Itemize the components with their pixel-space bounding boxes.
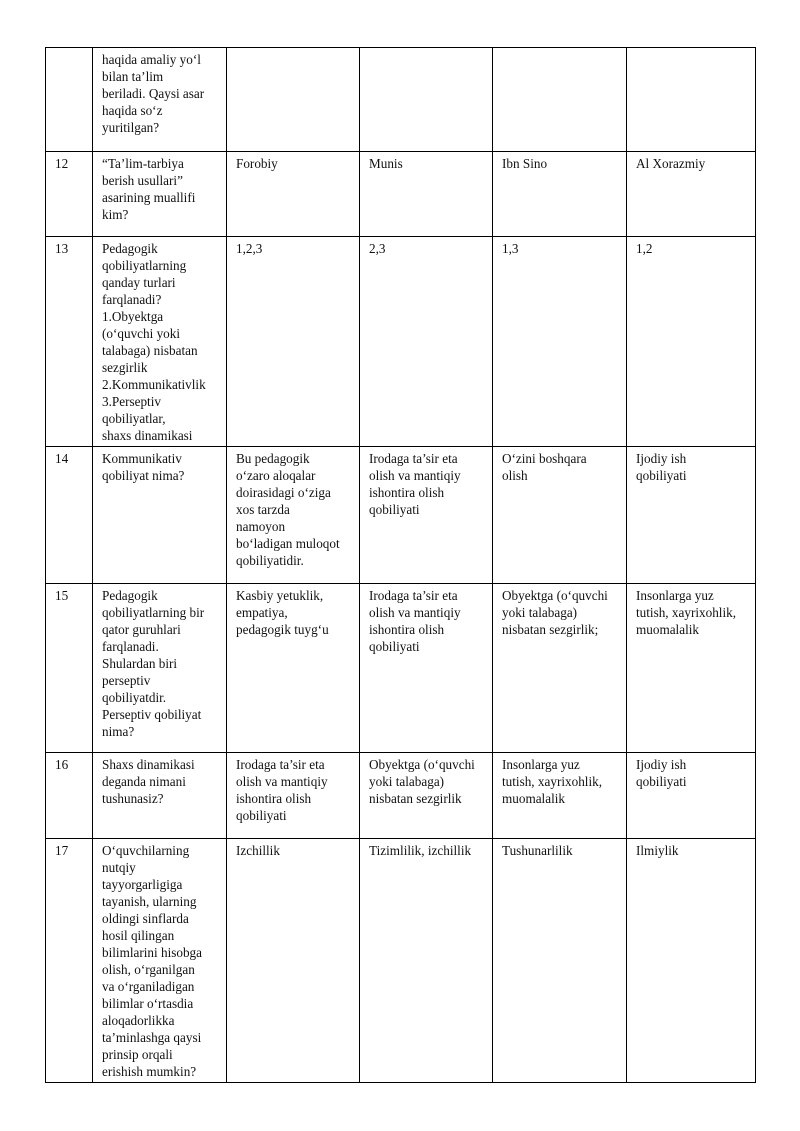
answer-option-c [493,48,627,152]
question-number: 16 [46,753,93,839]
table-row [46,48,756,152]
question-text: Pedagogik qobiliyatlarning bir qator guruhlari farqlanadi. Shulardan biri perseptiv qobiliyatdir. Perseptiv qobiliyat nima? [93,584,227,753]
question-number [46,48,93,152]
answer-option-d: Insonlarga yuz tutish, xayrixohlik, muomalalik [627,584,756,753]
question-text: Pedagogik qobiliyatlarning qanday turlari farqlanadi? 1.Obyektga (o‘quvchi yoki talabaga) nisbatan sezgirlik 2.Kommunikativlik 3.Perseptiv qobiliyatlar, shaxs dinamikasi [93,237,227,447]
answer-option-b: Tizimlilik, izchillik [360,839,493,1083]
answer-option-c: Tushunarlilik [493,839,627,1083]
answer-option-b [360,48,493,152]
answer-option-b: 2,3 [360,237,493,447]
answer-option-b: Irodaga ta’sir eta olish va mantiqiy ishontira olish qobiliyati [360,447,493,584]
answer-option-a: Irodaga ta’sir eta olish va mantiqiy ishontira olish qobiliyati [227,753,360,839]
question-number: 12 [46,152,93,237]
answer-option-c: Obyektga (o‘quvchi yoki talabaga) nisbatan sezgirlik; [493,584,627,753]
question-number: 17 [46,839,93,1083]
question-text: haqida amaliy yo‘l bilan ta’lim beriladi. Qaysi asar haqida so‘z yuritilgan? [93,48,227,152]
quiz-table [45,47,756,1083]
table-row [46,237,756,447]
question-number: 15 [46,584,93,753]
answer-option-a: Forobiy [227,152,360,237]
answer-option-a: 1,2,3 [227,237,360,447]
answer-option-d: 1,2 [627,237,756,447]
answer-option-a: Kasbiy yetuklik, empatiya, pedagogik tuyg‘u [227,584,360,753]
answer-option-c: O‘zini boshqara olish [493,447,627,584]
answer-option-d: Al Xorazmiy [627,152,756,237]
question-text: Kommunikativ qobiliyat nima? [93,447,227,584]
table-row [46,152,756,237]
answer-option-d: Ijodiy ish qobiliyati [627,447,756,584]
answer-option-a [227,48,360,152]
answer-option-a: Bu pedagogik o‘zaro aloqalar doirasidagi o‘ziga xos tarzda namoyon bo‘ladigan muloqot qobiliyatidir. [227,447,360,584]
answer-option-b: Munis [360,152,493,237]
answer-option-c: Insonlarga yuz tutish, xayrixohlik, muomalalik [493,753,627,839]
question-text: “Ta’lim-tarbiya berish usullari” asarining muallifi kim? [93,152,227,237]
answer-option-d: Ilmiylik [627,839,756,1083]
table-row [46,753,756,839]
answer-option-c: Ibn Sino [493,152,627,237]
answer-option-b: Irodaga ta’sir eta olish va mantiqiy ishontira olish qobiliyati [360,584,493,753]
question-number: 14 [46,447,93,584]
table-row [46,447,756,584]
question-text: Shaxs dinamikasi deganda nimani tushunasiz? [93,753,227,839]
answer-option-a: Izchillik [227,839,360,1083]
answer-option-c: 1,3 [493,237,627,447]
question-text: O‘quvchilarning nutqiy tayyorgarligiga tayanish, ularning oldingi sinflarda hosil qilingan bilimlarini hisobga olish, o‘rganilgan va o‘rganiladigan bilimlar o‘rtasdia aloqadorlikka ta’minlashga qaysi prinsip orqali erishish mumkin? [93,839,227,1083]
answer-option-b: Obyektga (o‘quvchi yoki talabaga) nisbatan sezgirlik [360,753,493,839]
question-number: 13 [46,237,93,447]
answer-option-d: Ijodiy ish qobiliyati [627,753,756,839]
table-row [46,584,756,753]
answer-option-d [627,48,756,152]
table-row [46,839,756,1083]
